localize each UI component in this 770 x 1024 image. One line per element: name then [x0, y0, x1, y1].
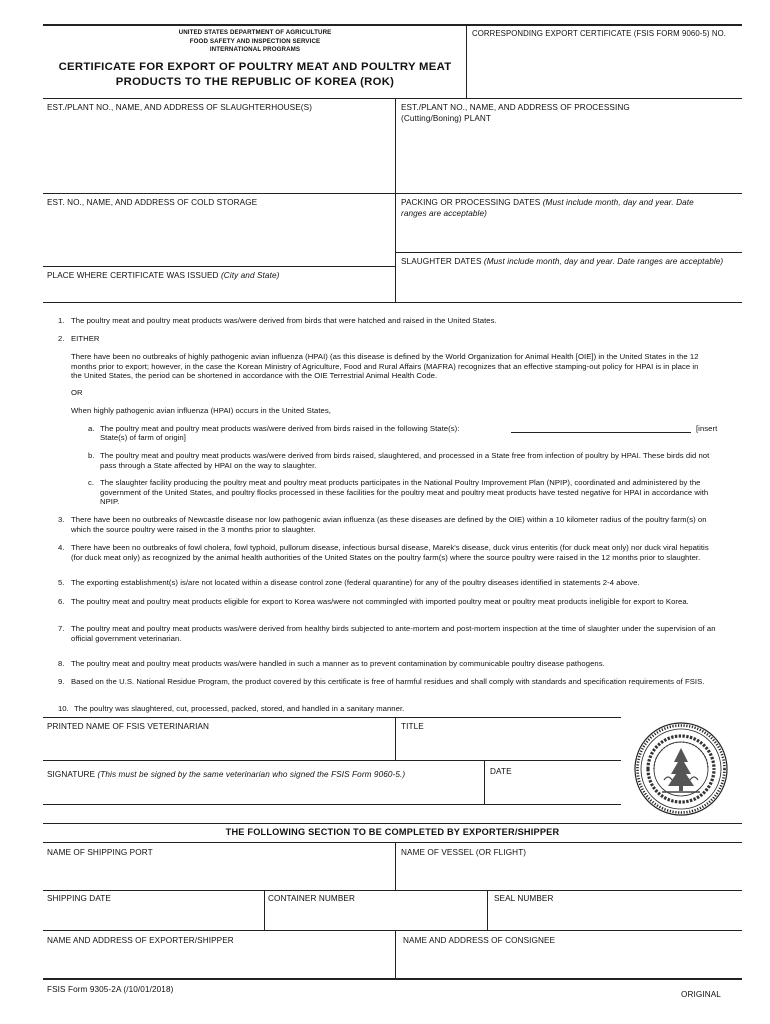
vessel-label: NAME OF VESSEL (OR FLIGHT) — [401, 848, 527, 857]
exporter-section-heading: THE FOLLOWING SECTION TO BE COMPLETED BY EXPORTER/SHIPPER — [225, 827, 560, 837]
signature-mid-rule — [43, 760, 621, 761]
top-rule — [43, 24, 742, 26]
form-number: FSIS Form 9305-2A (/10/01/2018) — [47, 985, 174, 994]
title-line-2: PRODUCTS TO THE REPUBLIC OF KOREA (ROK) — [115, 76, 395, 88]
exporter-top-rule — [43, 823, 742, 824]
statement-2-when: When highly pathogenic avian influenza (HPAI) occurs in the United States, — [71, 406, 331, 415]
signature-text: SIGNATURE — [47, 770, 96, 779]
row-rule-1 — [43, 193, 742, 194]
processing-plant-line-1: EST./PLANT NO., NAME, AND ADDRESS OF PROCESSING — [401, 103, 630, 112]
agency-block — [160, 29, 350, 55]
number-7: 7. — [58, 624, 65, 633]
number-6: 6. — [58, 597, 65, 606]
statement-8: The poultry meat and poultry meat products was/were handled in such a manner as to prevent contamination by communicable poultry disease pathogens. — [71, 659, 605, 668]
packing-dates-label — [401, 197, 741, 219]
packing-dates-note-a: (Must include month, day and year. Date — [542, 198, 694, 207]
number-4: 4. — [58, 543, 65, 552]
date-divider — [484, 760, 485, 804]
fields-vertical-divider — [395, 98, 396, 302]
number-2b: b. — [88, 451, 95, 460]
number-1: 1. — [58, 316, 65, 325]
processing-plant-label — [401, 102, 630, 124]
statement-7: The poultry meat and poultry meat products was/were derived from healthy birds subjected to ante-mortem and post-mortem inspection at the time of slaughter under the supervision of an official government veterinarian. — [71, 624, 716, 643]
exporter-rule-1 — [43, 890, 742, 891]
title-divider — [395, 717, 396, 760]
slaughter-dates-text: SLAUGHTER DATES — [401, 257, 482, 266]
agency-line-2: FOOD SAFETY AND INSPECTION SERVICE — [189, 37, 321, 45]
statement-9: Based on the U.S. National Residue Program, the product covered by this certificate is free of harmful residues and shall comply with standards and specification requirements of FSIS. — [71, 677, 705, 686]
place-issued-note: (City and State) — [220, 271, 280, 280]
row-rule-2 — [395, 252, 742, 253]
packing-dates-text: PACKING OR PROCESSING DATES — [401, 198, 541, 207]
statement-2b: The poultry meat and poultry meat products was/were derived from birds raised, slaughtered, and processed in a State free from infection of poultry by HPAI. These birds did not pass through a State affected by HPAI on the way to slaughter. — [100, 451, 710, 470]
consignee-address-label: NAME AND ADDRESS OF CONSIGNEE — [403, 936, 556, 945]
header-divider — [466, 24, 467, 98]
header-bottom-rule — [43, 98, 742, 99]
copy-designation: ORIGINAL — [681, 990, 721, 999]
number-2: 2. — [58, 334, 65, 343]
usda-seal-icon — [632, 720, 730, 818]
corresponding-cert-label: CORRESPONDING EXPORT CERTIFICATE (FSIS FORM 9060-5) NO. — [472, 29, 727, 38]
statement-2-or: OR — [71, 388, 83, 397]
number-5: 5. — [58, 578, 65, 587]
statement-2-either: EITHER — [71, 334, 100, 343]
statement-5: The exporting establishment(s) is/are not located within a disease control zone (federal quarantine) for any of the poultry diseases identified in statements 2-4 above. — [71, 578, 640, 587]
statement-2a-insert: [insert — [696, 424, 718, 433]
date-label: DATE — [490, 767, 512, 776]
number-10: 10. — [58, 704, 69, 713]
signature-top-rule — [43, 717, 621, 718]
number-3: 3. — [58, 515, 65, 524]
signature-note: (This must be signed by the same veterinarian who signed the FSIS Form 9060-5.) — [97, 770, 406, 779]
cold-storage-label: EST. NO., NAME, AND ADDRESS OF COLD STORAGE — [47, 198, 258, 207]
processing-plant-line-2: (Cutting/Boning) PLANT — [401, 114, 492, 123]
exporter-divider-4 — [395, 930, 396, 978]
packing-dates-note-b: ranges are acceptable) — [401, 209, 487, 218]
shipping-date-label: SHIPPING DATE — [47, 894, 111, 903]
title-label: TITLE — [401, 722, 424, 731]
exporter-divider-2 — [264, 890, 265, 930]
number-8: 8. — [58, 659, 65, 668]
number-9: 9. — [58, 677, 65, 686]
container-number-label: CONTAINER NUMBER — [268, 894, 355, 903]
statement-1: The poultry meat and poultry meat products was/were derived from birds that were hatched and raised in the United States. — [71, 316, 497, 325]
statement-6: The poultry meat and poultry meat products eligible for export to Korea was/were not commingled with imported poultry meat or poultry meat products ineligible for export to Korea. — [71, 597, 689, 606]
exporter-heading-rule — [43, 842, 742, 843]
exporter-divider-3 — [487, 890, 488, 930]
printed-name-label: PRINTED NAME OF FSIS VETERINARIAN — [47, 722, 210, 731]
title-line-1: CERTIFICATE FOR EXPORT OF POULTRY MEAT AND POULTRY MEAT — [58, 61, 452, 73]
usda-seal — [632, 720, 730, 818]
row-rule-4 — [43, 302, 742, 303]
place-issued-label — [47, 270, 279, 281]
state-insert-line — [511, 432, 691, 433]
row-rule-3 — [43, 266, 395, 267]
signature-bottom-rule — [43, 804, 621, 805]
statement-10: The poultry was slaughtered, cut, processed, packed, stored, and handled in a sanitary manner. — [74, 704, 405, 713]
shipping-port-label: NAME OF SHIPPING PORT — [47, 848, 153, 857]
statement-2-paragraph: There have been no outbreaks of highly pathogenic avian influenza (HPAI) (as this disease is defined by the World Organization for Animal Health [OIE]) in the United States in the 12 months prior to export; however, in the case the Korean Ministry of Agriculture, Food and Rural Affairs (MAFRA) recognizes that an effective stamping-out policy for HPAI is in place in the United States, the period can be shortened in accordance with the OIE Terrestrial Animal Health Code. — [71, 352, 699, 381]
statement-3: There have been no outbreaks of Newcastle disease nor low pathogenic avian influenza (as these diseases are defined by the OIE) within a 10 kilometer radius of the poultry farm(s) on which the source poultry were raised in the 3 months prior to slaughter. — [71, 515, 707, 534]
agency-line-3: INTERNATIONAL PROGRAMS — [209, 46, 301, 53]
slaughterhouse-label: EST./PLANT NO., NAME, AND ADDRESS OF SLAUGHTERHOUSE(S) — [47, 103, 313, 112]
page-title — [44, 60, 466, 90]
exporter-rule-2 — [43, 930, 742, 931]
statement-4: There have been no outbreaks of fowl cholera, fowl typhoid, pullorum disease, infectious bursal disease, Marek's disease, duck virus enteritis (for duck meat only) nor duck viral hepatitis (for duck meat only) as recognized by the animal health authorities of the United States on the poultry farm(s) where the source poultry were raised in the 12 months prior to slaughter. — [71, 543, 709, 562]
agency-line-1: UNITED STATES DEPARTMENT OF AGRICULTURE — [178, 29, 332, 36]
number-2c: c. — [88, 478, 94, 487]
statement-2a: The poultry meat and poultry meat products was/were derived from birds raised in the following State(s): — [100, 424, 460, 433]
slaughter-dates-note: (Must include month, day and year. Date ranges are acceptable) — [483, 257, 724, 266]
exporter-address-label: NAME AND ADDRESS OF EXPORTER/SHIPPER — [47, 936, 234, 945]
seal-number-label: SEAL NUMBER — [494, 894, 554, 903]
slaughter-dates-label — [401, 256, 746, 267]
number-2a: a. — [88, 424, 95, 433]
exporter-bottom-rule — [43, 978, 742, 980]
place-issued-text: PLACE WHERE CERTIFICATE WAS ISSUED — [47, 271, 219, 280]
statement-2c: The slaughter facility producing the poultry meat and poultry meat products participates in the National Poultry Improvement Plan (NPIP), coordinated and administered by the government of the United States, and poultry flocks processed in these facilities for the poultry meat and poultry meat products have tested negative for HPAI in accordance with NPIP. — [100, 478, 709, 507]
signature-label — [47, 769, 405, 780]
exporter-divider-1 — [395, 842, 396, 890]
statement-2a-cont: State(s) of farm of origin] — [100, 433, 186, 442]
